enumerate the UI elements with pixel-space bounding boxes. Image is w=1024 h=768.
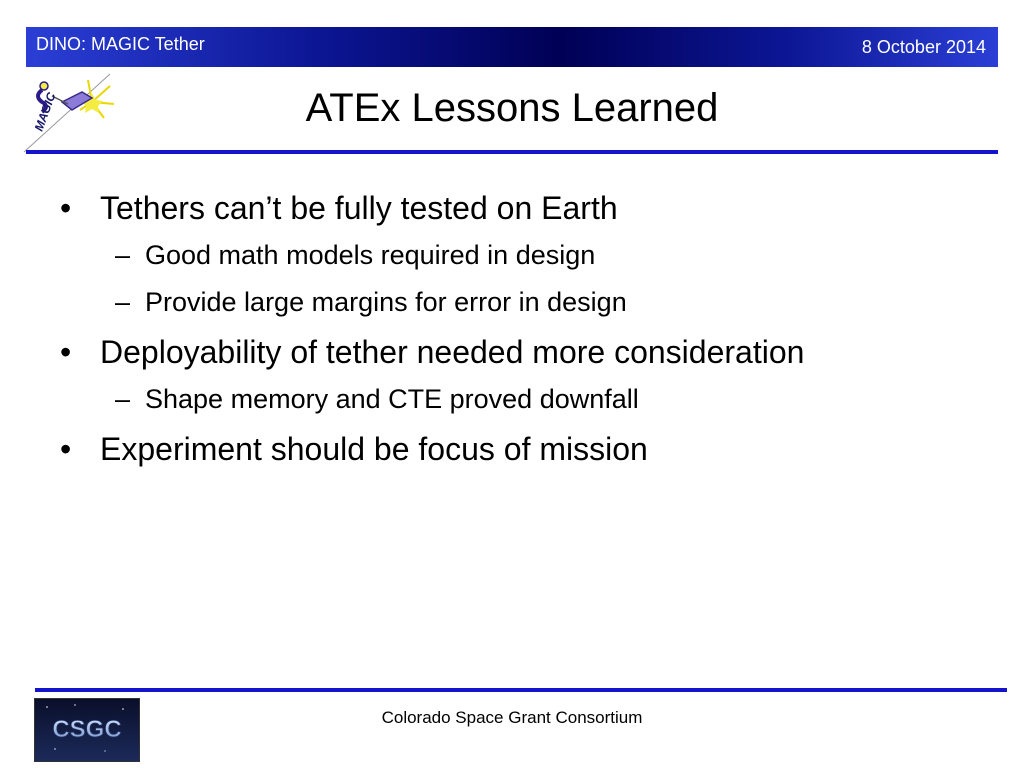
sub-bullet-item (60, 238, 960, 272)
header-bar (26, 27, 998, 67)
bullet-mark: • (60, 190, 72, 226)
magic-logo-text: MAGIC (31, 90, 59, 134)
header-course-title: DINO: MAGIC Tether (36, 34, 205, 54)
bullet-text: Deployability of tether needed more consideration (100, 334, 805, 370)
slide-title: ATEx Lessons Learned (305, 86, 719, 130)
sub-bullet-text: Provide large margins for error in design (145, 287, 627, 317)
sub-bullet-text: Shape memory and CTE proved downfall (145, 384, 639, 414)
bullet-text: Experiment should be focus of mission (100, 431, 648, 467)
bullet-text: Tethers can’t be fully tested on Earth (100, 190, 618, 226)
bullet-list (60, 188, 960, 479)
bullet-item (60, 188, 960, 228)
footer-divider (35, 688, 1007, 692)
bullet-item (60, 429, 960, 469)
sub-bullet-item (60, 285, 960, 319)
footer-organization: Colorado Space Grant Consortium (381, 708, 643, 727)
sub-bullet-text: Good math models required in design (145, 240, 596, 270)
sub-bullet-mark: – (115, 240, 131, 270)
sub-bullet-mark: – (115, 287, 131, 317)
bullet-mark: • (60, 431, 72, 467)
title-divider (26, 150, 998, 154)
sub-bullet-item (60, 382, 960, 416)
bullet-mark: • (60, 334, 72, 370)
header-date: 8 October 2014 (861, 37, 986, 57)
csgc-logo-text: CSGC (52, 716, 122, 743)
sub-bullet-mark: – (115, 384, 131, 414)
bullet-item (60, 332, 960, 372)
